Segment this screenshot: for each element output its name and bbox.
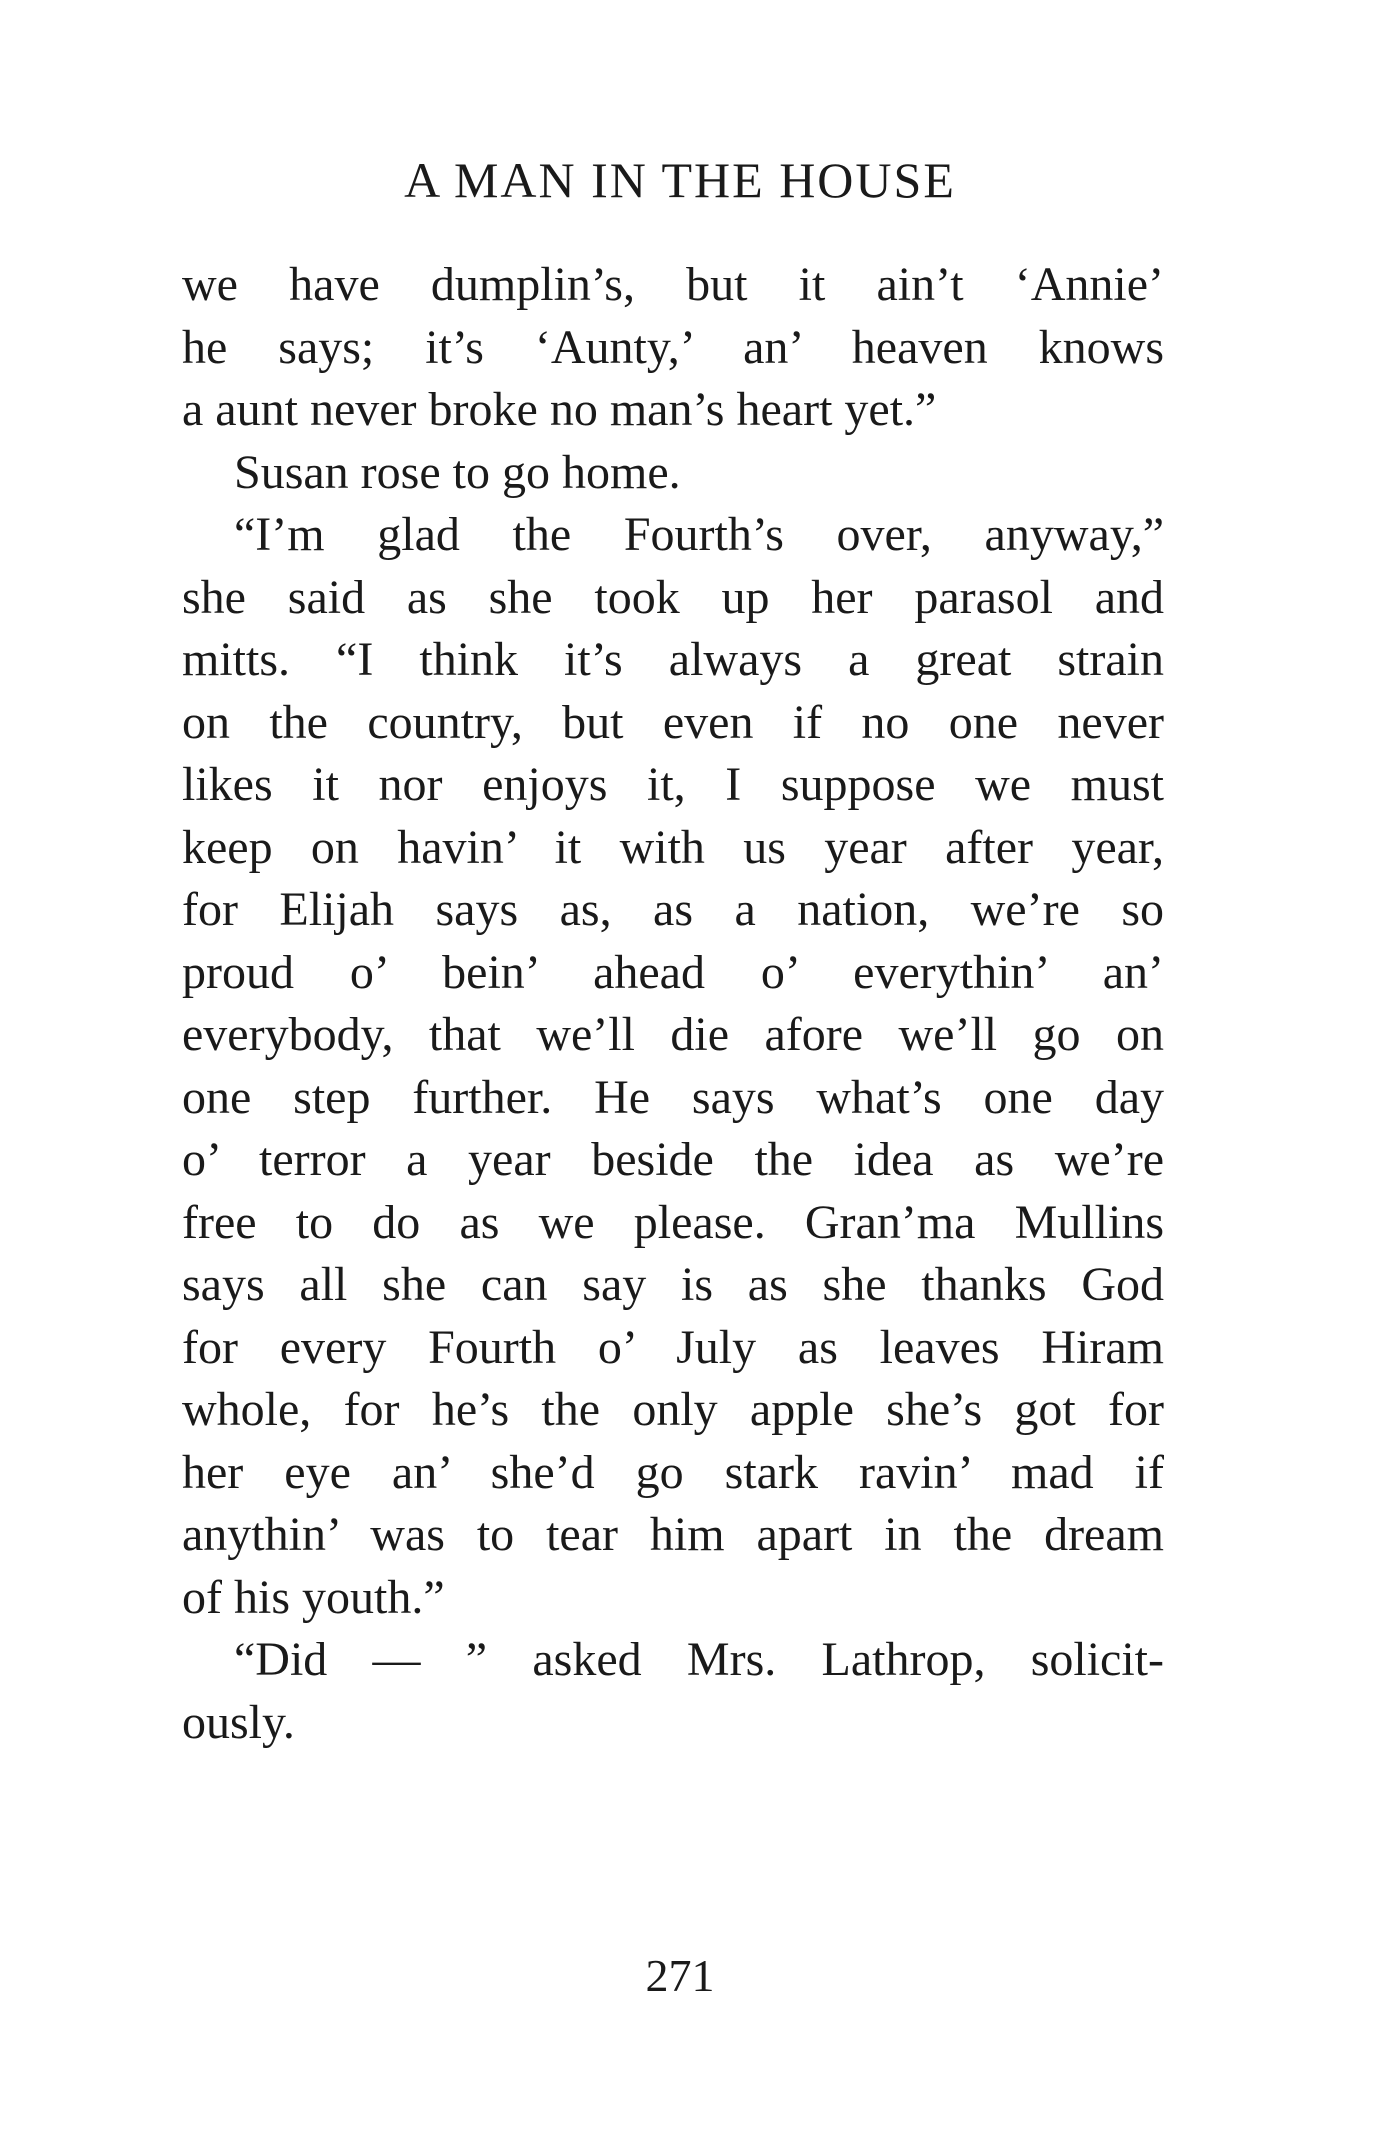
page-number: 271 — [645, 1950, 715, 2001]
text-line: for Elijah says as, as a nation, we’re so — [182, 883, 1164, 936]
text-line: anythin’ was to tear him apart in the dream — [182, 1508, 1164, 1561]
text-line: her eye an’ she’d go stark ravin’ mad if — [182, 1445, 1164, 1499]
running-head: A MAN IN THE HOUSE — [404, 152, 956, 208]
text-line: proud o’ bein’ ahead o’ everythin’ an’ — [182, 945, 1164, 999]
text-line: Susan rose to go home. — [234, 445, 681, 499]
text-line: everybody, that we’ll die afore we’ll go on — [182, 1008, 1164, 1061]
text-line: she said as she took up her parasol and — [182, 570, 1164, 624]
body-text — [182, 254, 1164, 1754]
text-line: likes it nor enjoys it, I suppose we must — [182, 758, 1164, 811]
text-line: one step further. He says what’s one day — [182, 1070, 1164, 1124]
text-line: whole, for he’s the only apple she’s got for — [182, 1383, 1164, 1436]
text-line: a aunt never broke no man’s heart yet.” — [182, 383, 937, 436]
text-line: on the country, but even if no one never — [182, 695, 1164, 749]
text-line: keep on havin’ it with us year after year, — [182, 820, 1164, 874]
text-line: o’ terror a year beside the idea as we’re — [182, 1133, 1164, 1186]
text-line: ously. — [182, 1695, 295, 1749]
text-line: we have dumplin’s, but it ain’t ‘Annie’ — [182, 258, 1164, 311]
text-line: free to do as we please. Gran’ma Mullins — [182, 1195, 1164, 1249]
text-line: mitts. “I think it’s always a great strain — [182, 633, 1164, 686]
text-line: he says; it’s ‘Aunty,’ an’ heaven knows — [182, 320, 1164, 374]
text-line: for every Fourth o’ July as leaves Hiram — [182, 1320, 1164, 1374]
text-line: “Did — ” asked Mrs. Lathrop, solicit- — [234, 1633, 1164, 1686]
text-line: says all she can say is as she thanks God — [182, 1258, 1164, 1311]
text-line: “I’m glad the Fourth’s over, anyway,” — [234, 508, 1164, 561]
text-line: of his youth.” — [182, 1570, 445, 1624]
